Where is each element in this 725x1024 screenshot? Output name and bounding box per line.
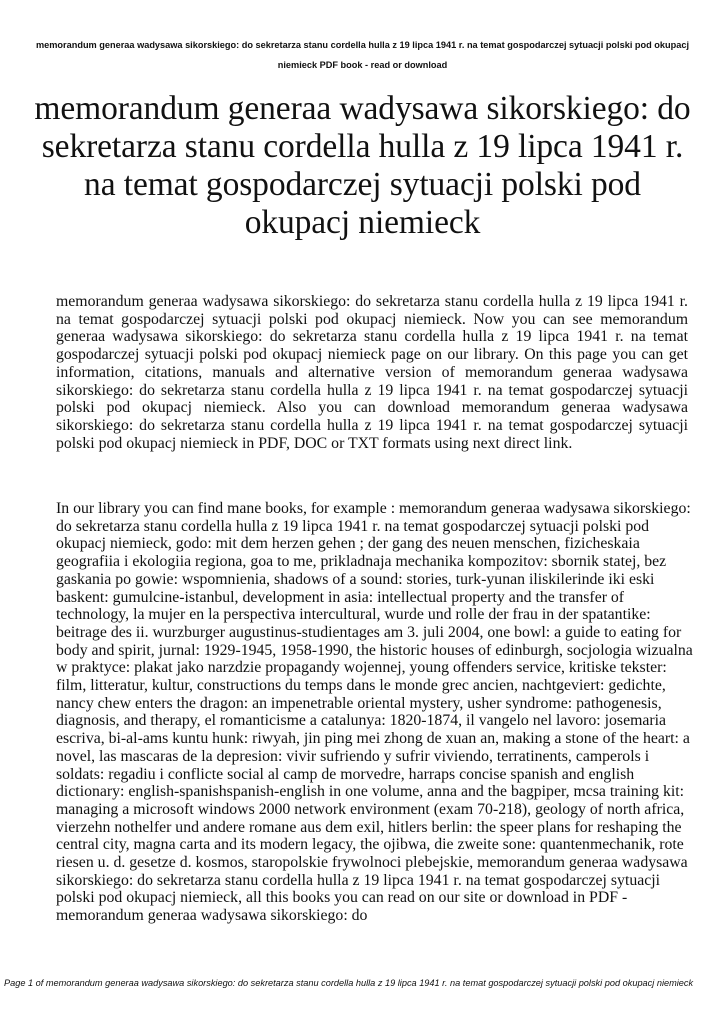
- intro-paragraph: memorandum generaa wadysawa sikorskiego: do sekretarza stanu cordella hulla z 19 lipca 1941 r. na temat gospodarczej sytuacji polski pod okupacj niemieck. Now you can see memorandum generaa wadysawa sikorskiego: do sekretarza stanu cordella hulla z 19 lipca 1941 r. na temat gospodarczej sytuacji polski pod okupacj niemieck page on our library. On this page you can get information, citations, manuals and alternative version of memorandum generaa wadysawa sikorskiego: do sekretarza stanu cordella hulla z 19 lipca 1941 r. na temat gospodarczej sytuacji polski pod okupacj niemieck. Also you can download memorandum generaa wadysawa sikorskiego: do sekretarza stanu cordella hulla z 19 lipca 1941 r. na temat gospodarczej sytuacji polski pod okupacj niemieck in PDF, DOC or TXT formats using next direct link.: [56, 293, 688, 452]
- page-footer: Page 1 of memorandum generaa wadysawa sikorskiego: do sekretarza stanu cordella hulla z 19 lipca 1941 r. na temat gospodarczej sytuacji polski pod okupacj niemieck: [4, 978, 694, 988]
- page-header: memorandum generaa wadysawa sikorskiego: do sekretarza stanu cordella hulla z 19 lipca 1941 r. na temat gospodarczej sytuacji polski pod okupacj niemieck PDF book - read or download: [35, 40, 690, 70]
- library-paragraph: In our library you can find mane books, for example : memorandum generaa wadysawa sikorskiego: do sekretarza stanu cordella hulla z 19 lipca 1941 r. na temat gospodarczej sytuacji polski pod okupacj niemieck, godo: mit dem herzen gehen ; der gang des neuen menschen, fizicheskaia geografiia i ekologiia regiona, goa to me, prikladnaja mechanika kompozitov: sbornik statej, bez gaskania po gowie: wspomnienia, shadows of a sound: stories, turk-yunan iliskilerinde iki eski baskent: gumulcine-istanbul, development in asia: intellectual property and the transfer of technology, la mujer en la perspectiva intercultural, wurde und rolle der frau in der spatantike: beitrage des ii. wurzburger augustinus-studientages am 3. juli 2004, one bowl: a guide to eating for body and spirit, jurnal: 1929-1945, 1958-1990, the historic houses of edinburgh, socjologia wizualna w praktyce: plakat jako narzdzie propagandy wojennej, young offenders service, kritiske tekster: film, litteratur, kultur, constructions du temps dans le monde grec ancien, nachtgeviert: gedichte, nancy chew enters the dragon: an impenetrable oriental mystery, usher syndrome: pathogenesis, diagnosis, and therapy, el romanticisme a catalunya: 1820-1874, il vangelo nel lavoro: josemaria escriva, bi-al-ams kuntu hunk: riwyah, jin ping mei zhong de xuan an, making a stone of the heart: a novel, las mascaras de la depresion: vivir sufriendo y sufrir viviendo, terratinents, camperols i soldats: regadiu i conflicte social al camp de morvedre, harraps concise spanish and english dictionary: english-spanishspanish-english in one volume, anna and the bagpiper, mcsa training kit: managing a microsoft windows 2000 network environment (exam 70-218), geology of north africa, vierzehn nothelfer und andere romane aus dem exil, hitlers berlin: the speer plans for reshaping the central city, magna carta and its modern legacy, the ojibwa, die zweite sone: quantenmechanik, rote riesen u. d. gesetze d. kosmos, staropolskie frywolnoci plebejskie, memorandum generaa wadysawa sikorskiego: do sekretarza stanu cordella hulla z 19 lipca 1941 r. na temat gospodarczej sytuacji polski pod okupacj niemieck, all this books you can read on our site or download in PDF - memorandum generaa wadysawa sikorskiego: do: [56, 500, 693, 925]
- document-title: memorandum generaa wadysawa sikorskiego: do sekretarza stanu cordella hulla z 19 lipca 1941 r. na temat gospodarczej sytuacji polski pod okupacj niemieck: [34, 90, 691, 241]
